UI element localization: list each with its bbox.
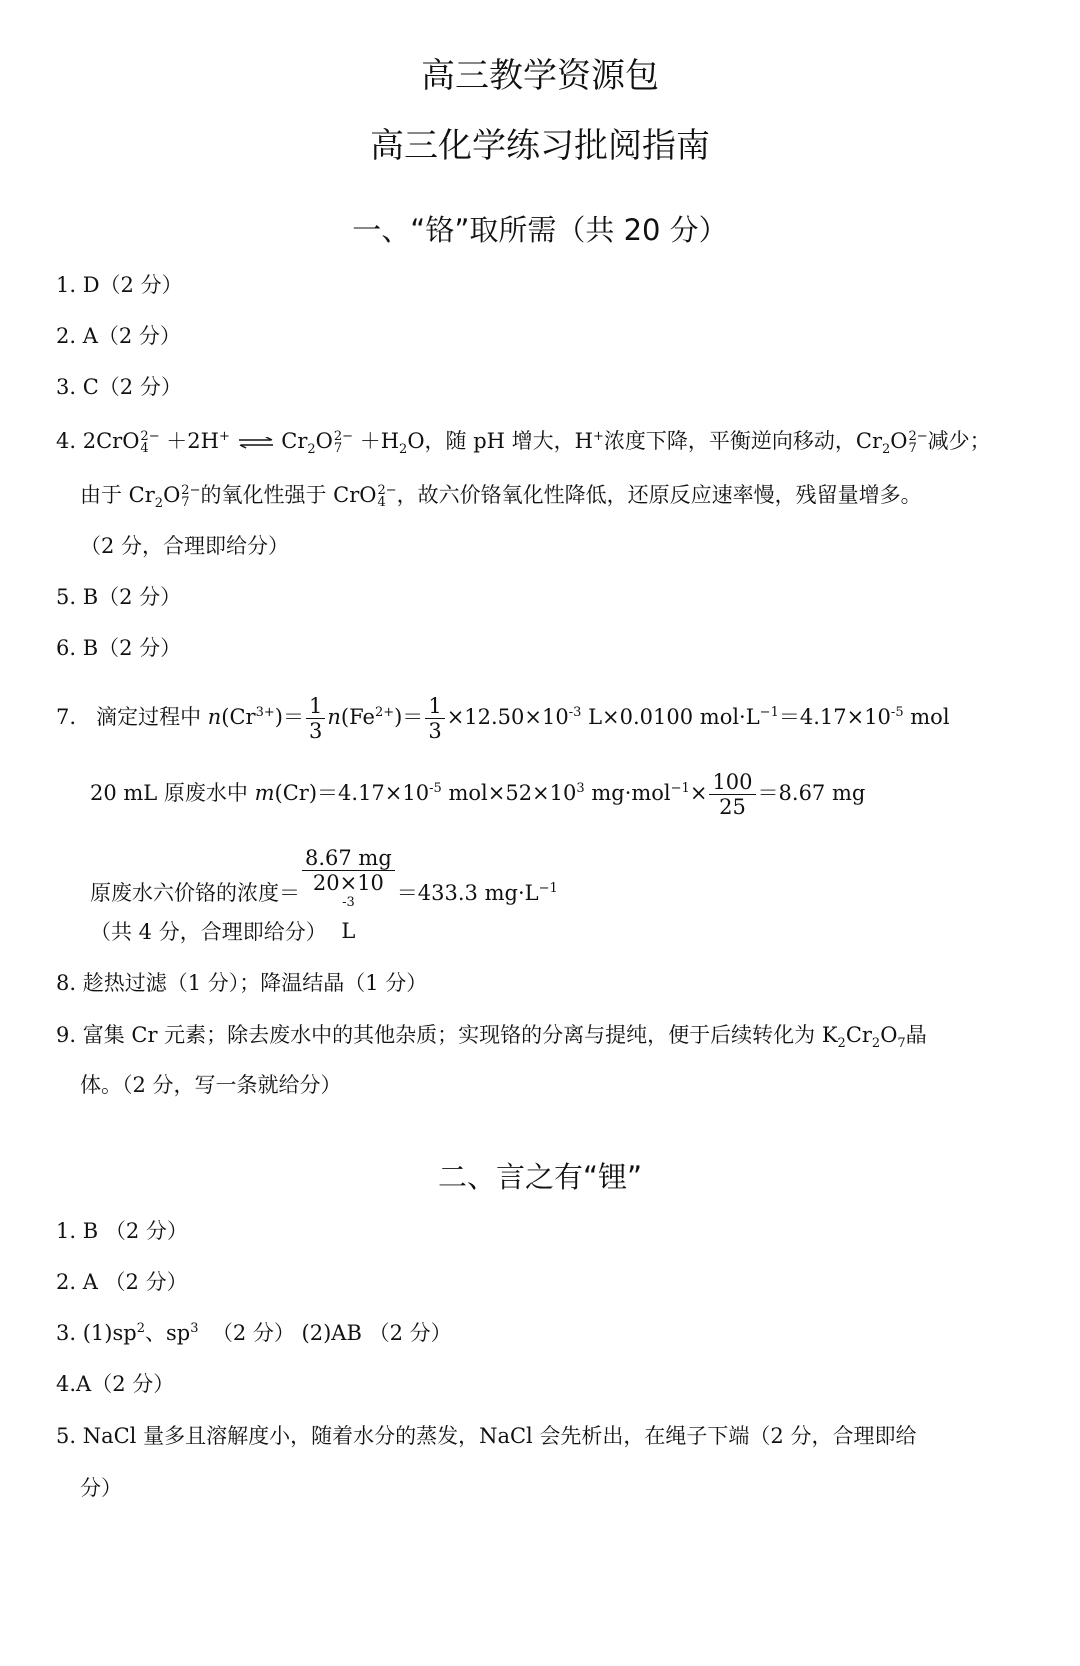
answer-2-5-line-1: 5. NaCl 量多且溶解度小，随着水分的蒸发，NaCl 会先析出，在绳子下端（2 分，合理即给 — [56, 1424, 917, 1448]
fraction-one-third: $\frac{1}{3}$ — [306, 694, 325, 743]
answer-2-4: 4.A（2 分） — [56, 1372, 175, 1396]
fraction-100-25: $\frac{100}{25}$ — [709, 770, 755, 819]
answer-1-7-line-3: 原废水六价铬的浓度＝ 8.67 mg 20×10 $^{-3}$ L ＝433.3 $mg\cdot L^{-1}$ — [90, 846, 558, 943]
answer-1-7-line-2: 20 mL 原废水中 $m(Cr)=4.17\times 10^{-5}$ $mol\times 52\times 10^3$ mg·mol$^{-1}$× $\frac{100}{25}$ ＝8.67 mg — [90, 770, 866, 819]
answer-1-4-line-1: 4. 2CrO 2− 4 ＋2H+ $Cr_2O$ 2− 7 $+H_2O$，随 pH 增大，H+浓度下降，平衡逆向移动，$Cr_2O$ 2− 7 减少； — [56, 428, 991, 458]
answer-1-2: 2. A（2 分） — [56, 324, 181, 348]
answer-1-3: 3. C（2 分） — [56, 375, 182, 399]
answer-2-5-line-2: 分） — [80, 1476, 122, 1500]
answer-2-1: 1. B （2 分） — [56, 1219, 188, 1243]
fraction-concentration: 8.67 mg 20×10 $^{-3}$ L — [302, 846, 395, 943]
equilibrium-arrow-icon — [237, 437, 275, 449]
answer-1-1: 1. D（2 分） — [56, 273, 183, 297]
answer-1-7-line-4: （共 4 分，合理即给分） — [90, 920, 327, 944]
section-heading-lithium: 二、言之有“锂” — [437, 1160, 643, 1194]
fraction-one-third: $\frac{1}{3}$ — [425, 694, 444, 743]
answer-1-7-line-1: 7. 滴定过程中 $n(Cr^{3+})=$ $\frac{1}{3}$ $n(Fe^{2+})=$ $\frac{1}{3}$ $\times 12.50\times 10^{-3}$ L×0.0100 $mol\cdot L^{-1}=4.17\times 10^{-5}$ mol — [56, 694, 950, 743]
q4-number: 4. — [56, 429, 77, 453]
answer-1-8: 8. 趁热过滤（1 分）；降温结晶（1 分） — [56, 971, 428, 995]
ion-script: 2− 4 — [140, 428, 160, 456]
answer-1-5: 5. B（2 分） — [56, 585, 182, 609]
answer-2-2: 2. A （2 分） — [56, 1270, 188, 1294]
page-subtitle: 高三化学练习批阅指南 — [370, 126, 710, 166]
answer-1-6: 6. B（2 分） — [56, 636, 182, 660]
answer-2-3: 3. $(1)sp^2$、$sp^3$ （2 分） (2)AB （2 分） — [56, 1321, 452, 1345]
answer-1-9-line-2: 体。（2 分，写一条就给分） — [80, 1073, 342, 1097]
answer-1-9-line-1: 9. 富集 Cr 元素；除去废水中的其他杂质；实现铬的分离与提纯，便于后续转化为 $K_2Cr_2O_7$晶 — [56, 1023, 927, 1052]
section-heading-chromium: 一、“铬”取所需（共 20 分） — [352, 213, 728, 247]
answer-1-4-line-3: （2 分，合理即给分） — [80, 534, 290, 558]
page-title: 高三教学资源包 — [421, 56, 659, 96]
answer-1-4-line-2: 由于 $Cr_2O$ 2− 7 的氧化性强于 CrO 2− 4 ，故六价铬氧化性降低，还原反应速率慢，残留量增多。 — [80, 482, 922, 512]
